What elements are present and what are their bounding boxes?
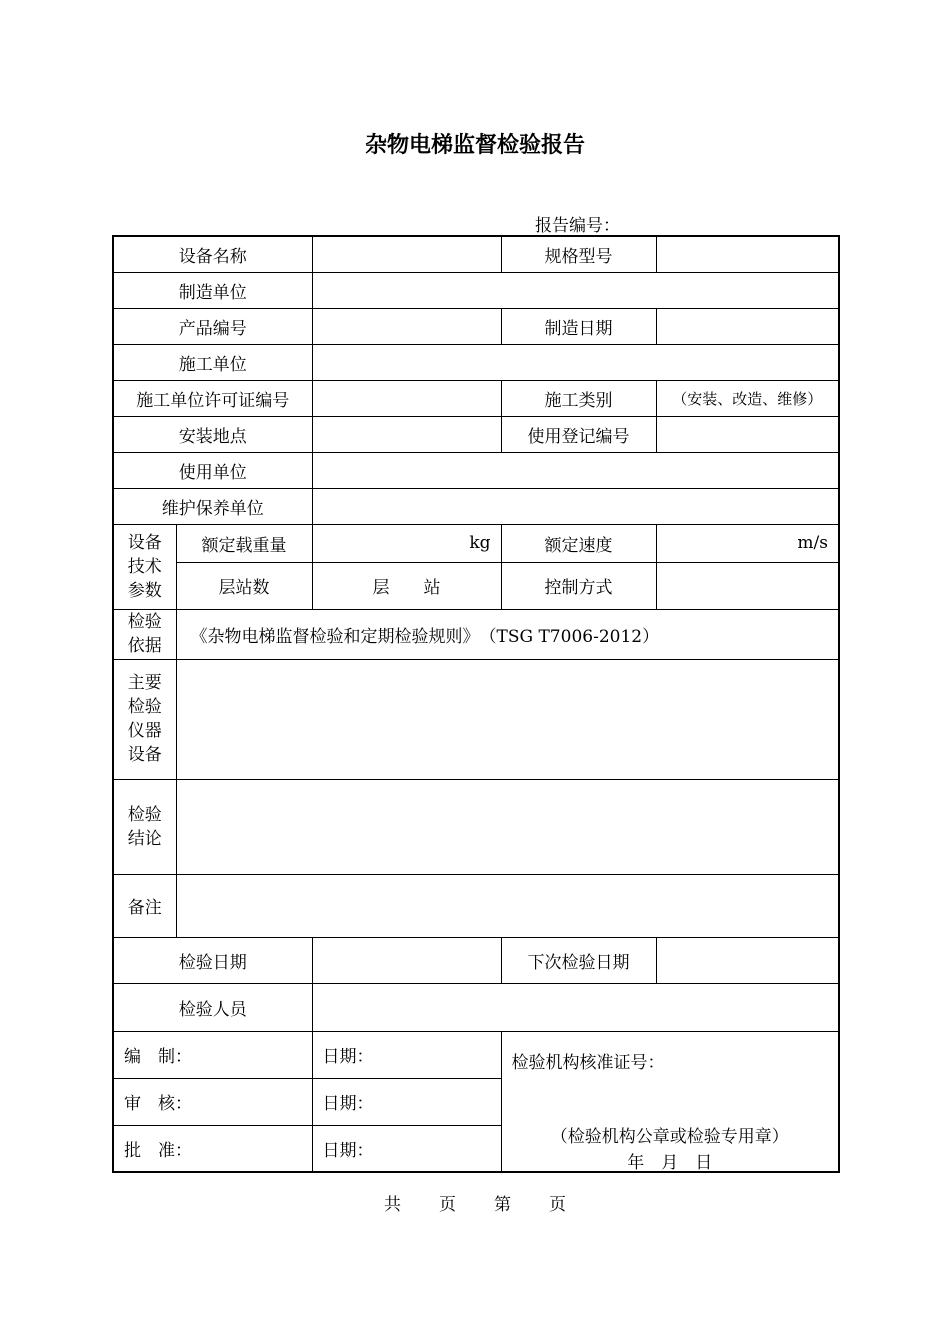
user-unit-value[interactable] [312, 452, 839, 488]
construction-license-value[interactable] [312, 380, 501, 416]
user-unit-label: 使用单位 [113, 452, 312, 488]
approved-date-label: 日期： [312, 1125, 501, 1172]
product-no-label: 产品编号 [113, 308, 312, 344]
basis-value: 《杂物电梯监督检验和定期检验规则》 （TSG T7006-2012） [176, 609, 839, 659]
control-mode-label: 控制方式 [501, 562, 656, 609]
footer-no: 第 [494, 1195, 511, 1215]
basis-label [113, 609, 176, 659]
remarks-label: 备注 [113, 874, 176, 937]
next-inspection-date-label: 下次检验日期 [501, 937, 656, 983]
maintenance-unit-label: 维护保养单位 [113, 488, 312, 524]
floors-stations-label: 层站数 [176, 562, 312, 609]
instruments-value[interactable] [176, 659, 839, 779]
next-inspection-date-value[interactable] [656, 937, 839, 983]
reviewed-date-label: 日期： [312, 1078, 501, 1125]
inspection-date-label: 检验日期 [113, 937, 312, 983]
stamp-label: （检验机构公章或检验专用章） [550, 1126, 789, 1147]
conclusion-label [113, 779, 176, 874]
conclusion-value[interactable] [176, 779, 839, 874]
inspection-date-value[interactable] [312, 937, 501, 983]
footer-page2: 页 [549, 1195, 566, 1215]
inspector-value[interactable] [312, 983, 839, 1031]
stamp-date: 年 月 日 [627, 1152, 713, 1173]
manufacture-date-value[interactable] [656, 308, 839, 344]
tech-params-label [113, 524, 176, 609]
remarks-value[interactable] [176, 874, 839, 937]
manufacture-date-label: 制造日期 [501, 308, 656, 344]
instruments-label-text: 主要 检验 仪器 设备 [127, 673, 162, 765]
prepared-label: 编 制： [113, 1031, 312, 1078]
page-title: 杂物电梯监督检验报告 [364, 133, 585, 158]
inspection-form-table [112, 235, 840, 1173]
install-location-value[interactable] [312, 416, 501, 452]
construction-license-label: 施工单位许可证编号 [113, 380, 312, 416]
product-no-value[interactable] [312, 308, 501, 344]
install-location-label: 安装地点 [113, 416, 312, 452]
footer-page1: 页 [439, 1195, 456, 1215]
reviewed-label: 审 核： [113, 1078, 312, 1125]
instruments-label [113, 659, 176, 779]
rated-load-unit[interactable]: kg [312, 524, 501, 562]
spec-model-label: 规格型号 [501, 236, 656, 272]
construction-type-value: （安装、改造、维修） [656, 380, 839, 416]
construction-unit-value[interactable] [312, 344, 839, 380]
inspector-label: 检验人员 [113, 983, 312, 1031]
device-name-label: 设备名称 [113, 236, 312, 272]
basis-label-text: 检验 依据 [127, 612, 162, 656]
rated-speed-unit[interactable]: m/s [656, 524, 839, 562]
footer-total: 共 [384, 1195, 401, 1215]
registration-no-label: 使用登记编号 [501, 416, 656, 452]
rated-speed-label: 额定速度 [501, 524, 656, 562]
tech-params-text: 设备 技术 参数 [127, 532, 162, 601]
prepared-date-label: 日期： [312, 1031, 501, 1078]
approved-label: 批 准： [113, 1125, 312, 1172]
conclusion-label-text: 检验 结论 [127, 804, 162, 849]
rated-load-label: 额定载重量 [176, 524, 312, 562]
page-footer [0, 1190, 950, 1215]
manufacturer-label: 制造单位 [113, 272, 312, 308]
control-mode-value[interactable] [656, 562, 839, 609]
seal-area [501, 1031, 839, 1172]
report-number-label: 报告编号： [535, 216, 620, 236]
manufacturer-value[interactable] [312, 272, 839, 308]
registration-no-value[interactable] [656, 416, 839, 452]
maintenance-unit-value[interactable] [312, 488, 839, 524]
device-name-value[interactable] [312, 236, 501, 272]
spec-model-value[interactable] [656, 236, 839, 272]
cert-no-label: 检验机构核准证号： [511, 1052, 665, 1073]
construction-type-label: 施工类别 [501, 380, 656, 416]
floors-stations-value[interactable]: 层 站 [312, 562, 501, 609]
construction-unit-label: 施工单位 [113, 344, 312, 380]
